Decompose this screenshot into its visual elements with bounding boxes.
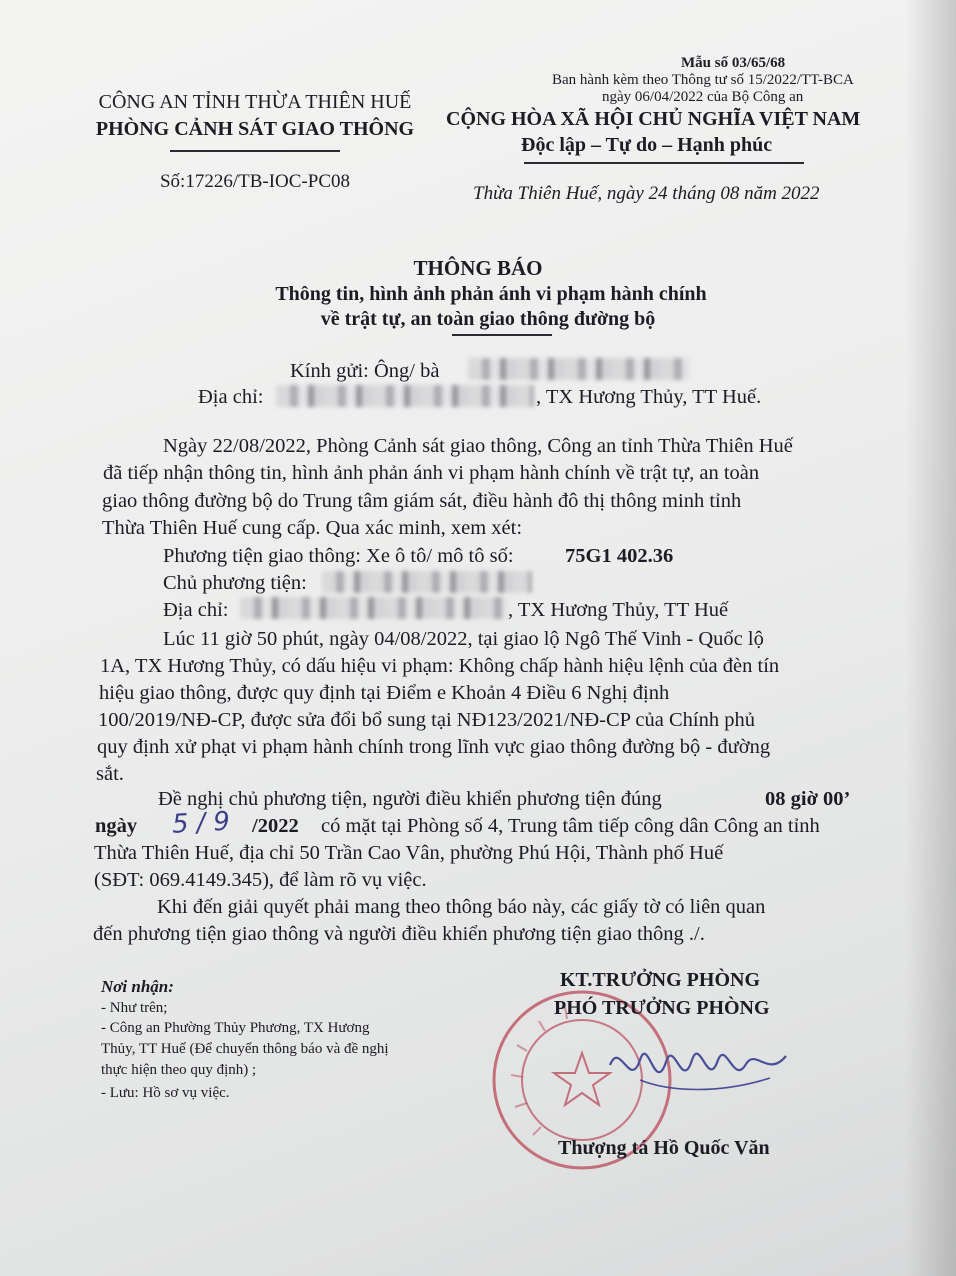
body-line: Ngày 22/08/2022, Phòng Cảnh sát giao thông, Công an tỉnh Thừa Thiên Huế xyxy=(163,435,793,457)
recipient-item: - Lưu: Hồ sơ vụ việc. xyxy=(101,1085,230,1101)
form-number: Mẫu số 03/65/68 xyxy=(681,55,786,71)
owner-address-label: Địa chỉ: xyxy=(163,599,229,621)
recipients-heading: Nơi nhận: xyxy=(101,977,174,996)
agency-name: CÔNG AN TỈNH THỪA THIÊN HUẾ xyxy=(98,91,412,113)
body-line: Thừa Thiên Huế, địa chỉ 50 Trần Cao Vân, phường Phú Hội, Thành phố Huế xyxy=(94,842,724,864)
signer-role-1: KT.TRƯỞNG PHÒNG xyxy=(560,969,760,991)
document-subtitle-1: Thông tin, hình ảnh phản ánh vi phạm hành chính xyxy=(275,283,707,305)
form-note-2: ngày 06/04/2022 của Bộ Công an xyxy=(602,89,804,105)
body-line: sắt. xyxy=(96,763,124,785)
address-label: Địa chỉ: xyxy=(198,386,264,408)
recipient-item: - Như trên; xyxy=(101,1000,168,1016)
body-line: Đề nghị chủ phương tiện, người điều khiển phương tiện đúng xyxy=(158,788,662,810)
left-header-rule xyxy=(170,150,340,152)
redacted-owner xyxy=(322,571,532,593)
signer-name: Thượng tá Hồ Quốc Văn xyxy=(558,1137,770,1159)
appointment-year: /2022 xyxy=(252,815,299,837)
owner-address-tail: , TX Hương Thủy, TT Huế xyxy=(508,599,729,621)
handwritten-date: 5/9 xyxy=(171,806,239,840)
form-note-1: Ban hành kèm theo Thông tư số 15/2022/TT-BCA xyxy=(552,72,854,88)
vehicle-plate: 75G1 402.36 xyxy=(565,545,674,567)
redacted-name xyxy=(468,358,690,380)
national-motto: Độc lập – Tự do – Hạnh phúc xyxy=(521,134,773,156)
body-line: giao thông đường bộ do Trung tâm giám sát, điều hành đô thị thông minh tỉnh xyxy=(102,490,742,512)
body-line: hiệu giao thông, được quy định tại Điểm e Khoản 4 Điều 6 Nghị định xyxy=(99,682,670,704)
recipient-item: Thủy, TT Huế (Để chuyển thông báo và đề nghị xyxy=(101,1041,389,1057)
greeting: Kính gửi: Ông/ bà xyxy=(290,360,440,382)
signer-role-2: PHÓ TRƯỞNG PHÒNG xyxy=(554,997,770,1019)
vehicle-label: Phương tiện giao thông: Xe ô tô/ mô tô số: xyxy=(163,545,514,567)
body-line: Thừa Thiên Huế cung cấp. Qua xác minh, xem xét: xyxy=(102,517,523,539)
document-number: Số:17226/TB-IOC-PC08 xyxy=(159,171,351,192)
document-title: THÔNG BÁO xyxy=(413,256,543,280)
appointment-time: 08 giờ 00’ xyxy=(765,788,851,810)
body-line: Lúc 11 giờ 50 phút, ngày 04/08/2022, tại giao lộ Ngô Thế Vinh - Quốc lộ xyxy=(163,628,764,650)
body-line: 1A, TX Hương Thủy, có dấu hiệu vi phạm: Không chấp hành hiệu lệnh của đèn tín xyxy=(100,655,780,677)
handwritten-signature xyxy=(600,1020,800,1120)
body-line: 100/2019/NĐ-CP, được sửa đổi bổ sung tại NĐ123/2021/NĐ-CP của Chính phủ xyxy=(98,709,755,731)
body-line: (SĐT: 069.4149.345), để làm rõ vụ việc. xyxy=(94,869,427,891)
body-line: Khi đến giải quyết phải mang theo thông báo này, các giấy tờ có liên quan xyxy=(157,896,766,918)
body-line: đã tiếp nhận thông tin, hình ảnh phản ánh vi phạm hành chính về trật tự, an toàn xyxy=(103,462,760,484)
body-line: quy định xử phạt vi phạm hành chính trong lĩnh vực giao thông đường bộ - đường xyxy=(97,736,771,758)
motto-underline xyxy=(524,162,804,164)
body-line: đến phương tiện giao thông và người điều khiển phương tiện giao thông ./. xyxy=(93,923,705,945)
recipient-item: thực hiện theo quy định) ; xyxy=(101,1062,257,1078)
appointment-day-label: ngày xyxy=(95,815,138,837)
date-line: Thừa Thiên Huế, ngày 24 tháng 08 năm 2022 xyxy=(473,183,820,204)
title-underline xyxy=(452,334,552,336)
redacted-address xyxy=(276,385,534,407)
country-name: CỘNG HÒA XÃ HỘI CHỦ NGHĨA VIỆT NAM xyxy=(446,108,861,130)
owner-label: Chủ phương tiện: xyxy=(163,572,307,594)
recipient-item: - Công an Phường Thủy Phương, TX Hương xyxy=(101,1020,370,1036)
body-line: có mặt tại Phòng số 4, Trung tâm tiếp công dân Công an tỉnh xyxy=(321,815,820,837)
address-tail: , TX Hương Thủy, TT Huế. xyxy=(536,386,762,408)
document-subtitle-2: về trật tự, an toàn giao thông đường bộ xyxy=(320,308,656,330)
redacted-owner-address xyxy=(240,597,508,619)
page-edge-shadow xyxy=(905,0,956,1276)
department-name: PHÒNG CẢNH SÁT GIAO THÔNG xyxy=(95,118,415,140)
